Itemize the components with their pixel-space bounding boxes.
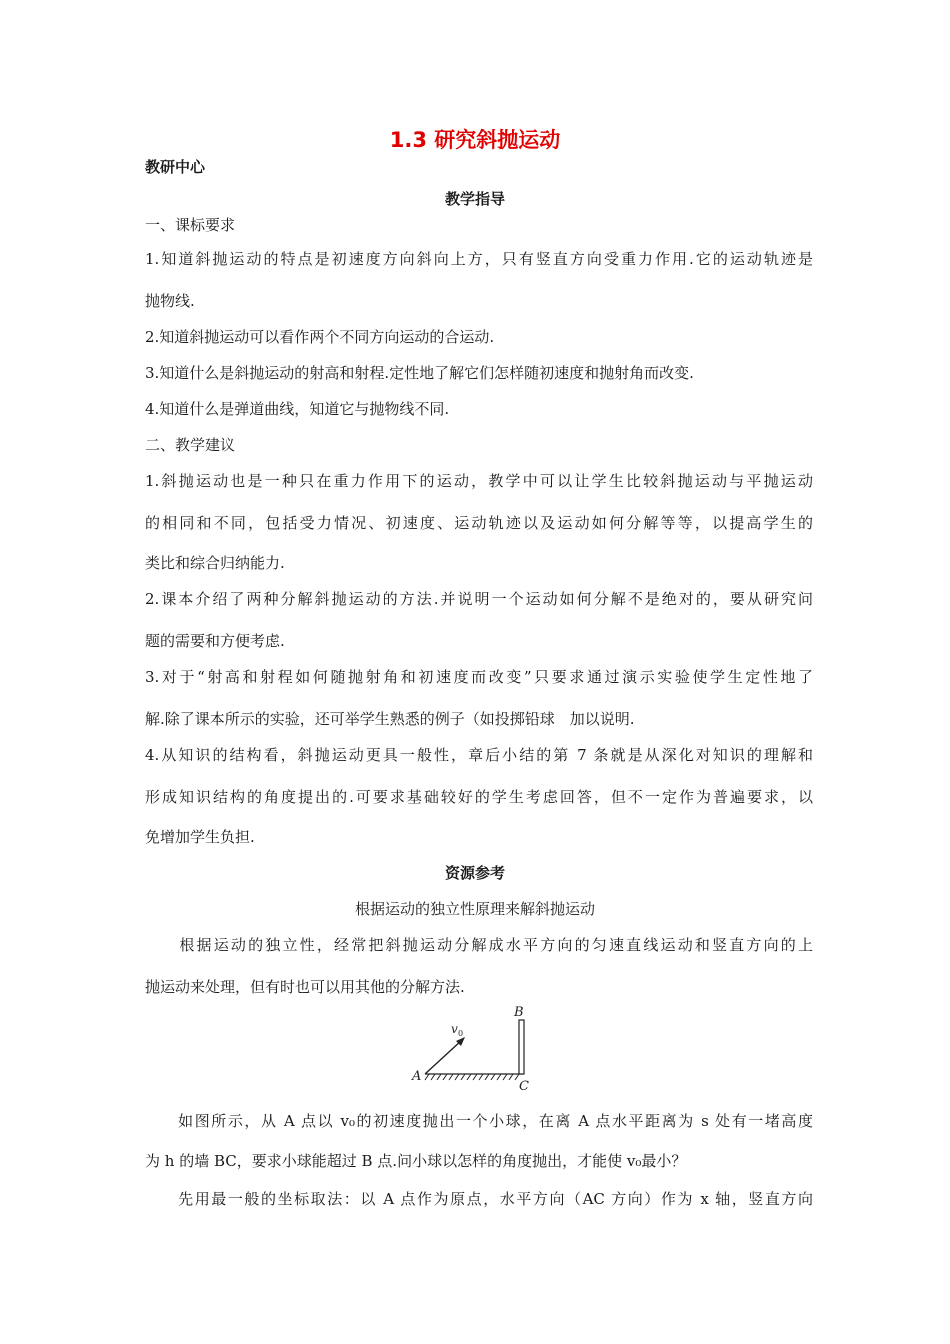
label-c: C: [519, 1079, 529, 1092]
paragraph-line: 根据运动的独立性，经常把斜抛运动分解成水平方向的匀速直线运动和竖直方向的上: [145, 936, 813, 954]
label-b: B: [514, 1005, 524, 1020]
subheading-curriculum: 一、课标要求: [145, 216, 236, 234]
org-label: 教研中心: [145, 158, 206, 176]
paragraph-line: 题的需要和方便考虑.: [145, 632, 285, 650]
paragraph-line: 4.知道什么是弹道曲线，知道它与抛物线不同.: [145, 400, 450, 418]
paragraph-line: 的相同和不同，包括受力情况、初速度、运动轨迹以及运动如何分解等等，以提高学生的: [145, 514, 813, 532]
paragraph-line: 类比和综合归纳能力.: [145, 554, 285, 572]
paragraph-line: 4.从知识的结构看，斜抛运动更具一般性，章后小结的第 7 条就是从深化对知识的理解和: [145, 746, 813, 764]
paragraph-line: 3.知道什么是斜抛运动的射高和射程.定性地了解它们怎样随初速度和抛射角而改变.: [145, 364, 694, 382]
ground-hatching: [425, 1074, 519, 1080]
paragraph-line: 抛运动来处理，但有时也可以用其他的分解方法.: [145, 978, 465, 996]
label-v0: v: [451, 1022, 458, 1036]
section-heading-resources: 资源参考: [444, 864, 505, 882]
paragraph-line: 3.对于“射高和射程如何随抛射角和初速度而改变”只要求通过演示实验使学生定性地了: [145, 668, 813, 686]
paragraph-line: 1.知道斜抛运动的特点是初速度方向斜向上方，只有竖直方向受重力作用.它的运动轨迹是: [145, 250, 813, 268]
page-title: 1.3 研究斜抛运动: [389, 128, 561, 152]
paragraph-line: 2.知道斜抛运动可以看作两个不同方向运动的合运动.: [145, 328, 495, 346]
velocity-arrow: [425, 1040, 462, 1074]
label-a: A: [412, 1069, 422, 1084]
paragraph-line: 免增加学生负担.: [145, 828, 255, 846]
subheading-suggestions: 二、教学建议: [145, 436, 236, 454]
paragraph-line: 抛物线.: [145, 292, 195, 310]
paragraph-line: 2.课本介绍了两种分解斜抛运动的方法.并说明一个运动如何分解不是绝对的，要从研究问: [145, 590, 813, 608]
wall-bc: [519, 1020, 524, 1074]
paragraph-line: 先用最一般的坐标取法：以 A 点作为原点，水平方向（AC 方向）作为 x 轴，竖直方向: [145, 1190, 813, 1208]
paragraph-line: 1.斜抛运动也是一种只在重力作用下的运动，教学中可以让学生比较斜抛运动与平抛运动: [145, 472, 813, 490]
label-v0-subscript: 0: [458, 1029, 464, 1038]
paragraph-line: 形成知识结构的角度提出的.可要求基础较好的学生考虑回答，但不一定作为普遍要求，以: [145, 788, 813, 806]
resource-subtitle: 根据运动的独立性原理来解斜抛运动: [354, 900, 595, 918]
paragraph-line: 解.除了课本所示的实验，还可举学生熟悉的例子（如投掷铅球 加以说明.: [145, 710, 635, 728]
paragraph-line: 为 h 的墙 BC，要求小球能超过 B 点.问小球以怎样的角度抛出，才能使 v₀最小？: [145, 1152, 687, 1170]
projectile-diagram: [405, 1002, 535, 1092]
paragraph-line: 如图所示，从 A 点以 v₀的初速度抛出一个小球，在离 A 点水平距离为 s 处有一堵高度: [145, 1112, 813, 1130]
section-heading-teaching: 教学指导: [444, 190, 505, 208]
